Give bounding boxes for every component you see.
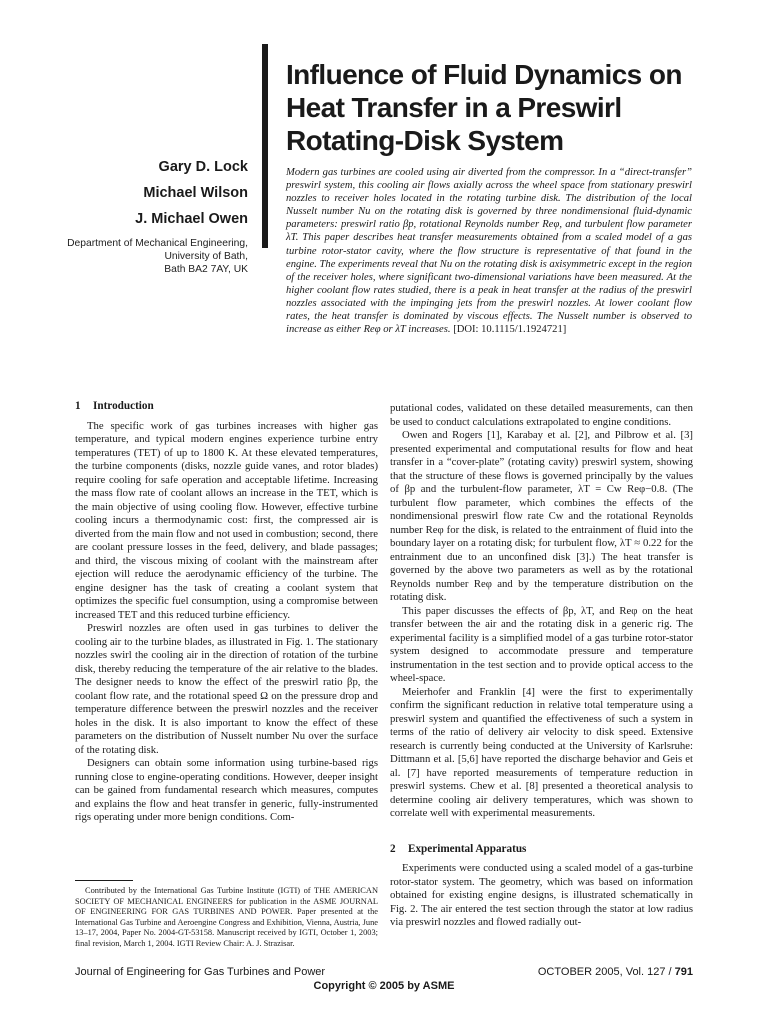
paragraph: Meierhofer and Franklin [4] were the first to experimentally confirm the significant reduction in relative total temperature using a preswirl system and quantified the effectiveness of such a system in terms of the ratio of delivery air velocity to disk speed. Extensive research is currently being conducted at the University of Karlsruhe: Dittmann et al. [5,6] have reported the discharge behavior and Geis et al. [7] have reported measurements of temperature reduction in preswirl systems. Chew et al. [8] presented a theoretical analysis to determine cooling air delivery temperatures, which was shown to correlate well with experimental measurements. xyxy=(390,685,693,819)
section-number: 1 xyxy=(75,400,81,412)
journal-name: Journal of Engineering for Gas Turbines and Power xyxy=(75,966,326,978)
footnote xyxy=(75,886,378,950)
page-number: 791 xyxy=(674,966,693,978)
paragraph: The specific work of gas turbines increases with higher gas temperature, and typical modern engines experience turbine entry temperatures (TET) of up to 1800 K. At these elevated temperatures, the turbine components (disks, nozzle guide vanes, and rotor blades) require cooling for safe operation and acceptable lifetime. Increasing the mass flow rate of coolant allows an increase in the TET, which is the main objective of using cooling flow. However, effective turbine cooling incurs a thermodynamic cost: first, the compressed air is diverted from the main flow and not used in combustion; second, there are coolant pressure losses in the feed, delivery, and blade passages; and third, the viscous mixing of coolant with the mainstream after ejection will reduce the aerodynamic efficiency of the turbine. The engine designer has the task of creating a coolant system that optimizes the specific fuel consumption, using a compromise between increased TET and this reduced turbine efficiency. xyxy=(75,419,378,621)
paragraph: Owen and Rogers [1], Karabay et al. [2], and Pilbrow et al. [3] presented experimental and computational results for flow and heat transfer in a “cover-plate” (rotating cavity) preswirl system, showing that the structure of these flows is governed principally by the values of βp and the turbulent-flow parameter, λT = Cw Reφ−0.8. (The turbulent flow parameter, which combines the effects of the nondimensional preswirl flow rate Cw and the rotational Reynolds number Reφ for the disk, is related to the entrainment of fluid into the boundary layer on a rotating disk; for turbulent flow, λT ≈ 0.22 for the entrainment due to an unconfined disk [3].) The heat transfer is governed by the above two parameters as well as by the rotational Reynolds number Reφ and by the temperature distribution on the rotating disk. xyxy=(390,429,693,603)
title-line-3: Rotating-Disk System xyxy=(286,125,564,156)
abstract-text: Modern gas turbines are cooled using air diverted from the compressor. In a “direct-transfer” preswirl system, this cooling air flows axially across the wheel space from stationary preswirl nozzles to receiver holes located in the rotating turbine disk. The distribution of the local Nusselt number Nu on the rotating disk is governed by three nondimensional fluid-dynamic parameters: preswirl ratio βp, rotational Reynolds number Reφ, and turbulent flow parameter λT. This paper describes heat transfer measurements obtained from a scaled model of a gas turbine rotor-stator cavity, where the flow structure is representative of that found in the engine. The experiments reveal that Nu on the rotating disk is axisymmetric except in the region of the receiver holes, where significant two-dimensional variations have been measured. At the higher coolant flow rates studied, there is a peak in heat transfer at the radius of the preswirl nozzles associated with the impinging jets from the preswirl nozzles. At lower coolant flow rates, the heat transfer is dominated by viscous effects. The Nusselt number is observed to increase as either Reφ or λT increases. xyxy=(286,167,692,336)
section-title: Introduction xyxy=(93,400,154,412)
title-line-2: Heat Transfer in a Preswirl xyxy=(286,92,622,123)
affiliation xyxy=(67,237,248,276)
affiliation-line-3: Bath BA2 7AY, UK xyxy=(164,264,248,275)
right-column xyxy=(390,402,693,930)
footnote-text: Contributed by the International Gas Turbine Institute (IGTI) of THE AMERICAN SOCIETY OF MECHANICAL ENGINEERS for publication in the ASME JOURNAL OF ENGINEERING FOR GAS TURBINES AND POWER. Paper presented at the International Gas Turbine and Aeroengine Congress and Exhibition, Vienna, Austria, June 13–17, 2004, Paper No. 2004-GT-53158. Manuscript received by IGTI, October 1, 2003; final revision, March 1, 2004. IGTI Review Chair: A. J. Strazisar. xyxy=(75,886,378,948)
paragraph: This paper discusses the effects of βp, λT, and Reφ on the heat transfer between the air and the rotating disk in a generic rig. The experimental facility is a simplified model of a gas turbine rotor-stator system designed to accommodate pressure and temperature instrumentation in the test section and to provide optical access to the wheel-space. xyxy=(390,604,693,684)
author-3: J. Michael Owen xyxy=(135,211,248,227)
issue-info xyxy=(538,966,693,978)
title-line-1: Influence of Fluid Dynamics on xyxy=(286,59,682,90)
author-1: Gary D. Lock xyxy=(158,159,248,175)
copyright: Copyright © 2005 by ASME xyxy=(313,980,455,992)
author-2: Michael Wilson xyxy=(143,185,248,201)
section-number: 2 xyxy=(390,842,396,855)
affiliation-line-2: University of Bath, xyxy=(164,251,248,262)
section-heading-introduction xyxy=(75,400,378,414)
paragraph-continuation: putational codes, validated on these detailed measurements, can then be used to conduct calculations extrapolated to engine conditions. xyxy=(390,402,693,428)
author-list xyxy=(135,154,248,232)
left-column xyxy=(75,400,378,825)
footnote-rule xyxy=(75,880,133,881)
abstract xyxy=(286,166,692,336)
section-heading-experimental-apparatus xyxy=(390,843,693,857)
issue-volume: OCTOBER 2005, Vol. 127 / xyxy=(537,966,672,978)
title-rule xyxy=(262,44,268,248)
paragraph: Experiments were conducted using a scaled model of a gas-turbine rotor-stator system. The geometry, which was based on information obtained for existing engine designs, is illustrated schematically in Fig. 2. The air entered the test section through the stator at low radius via preswirl nozzles and flowed radially out- xyxy=(390,862,693,928)
paper-title xyxy=(286,58,726,157)
section-title: Experimental Apparatus xyxy=(408,842,527,855)
paragraph: Preswirl nozzles are often used in gas turbines to deliver the cooling air to the turbine blades, as illustrated in Fig. 1. The stationary nozzles swirl the cooling air in the direction of rotation of the turbine disk, thereby reducing the temperature of the air relative to the blades. The designer needs to know the effect of the preswirl ratio βp, the coolant flow rate, and the rotational speed Ω on the pressure drop and temperature difference between the preswirl nozzles and the receiver holes in the disk. It is also important to know the effect of these parameters on the distribution of Nusselt number Nu over the surface of the rotating disk. xyxy=(75,622,378,756)
affiliation-line-1: Department of Mechanical Engineering, xyxy=(67,238,248,249)
paragraph: Designers can obtain some information using turbine-based rigs running close to engine-operating conditions. However, deeper insight can be gained from fundamental research which measures, computes and explains the flow and heat transfer in generic, fully-instrumented rigs operating under more benign conditions. Com- xyxy=(75,757,378,823)
doi-link[interactable]: [DOI: 10.1115/1.1924721] xyxy=(453,324,567,336)
